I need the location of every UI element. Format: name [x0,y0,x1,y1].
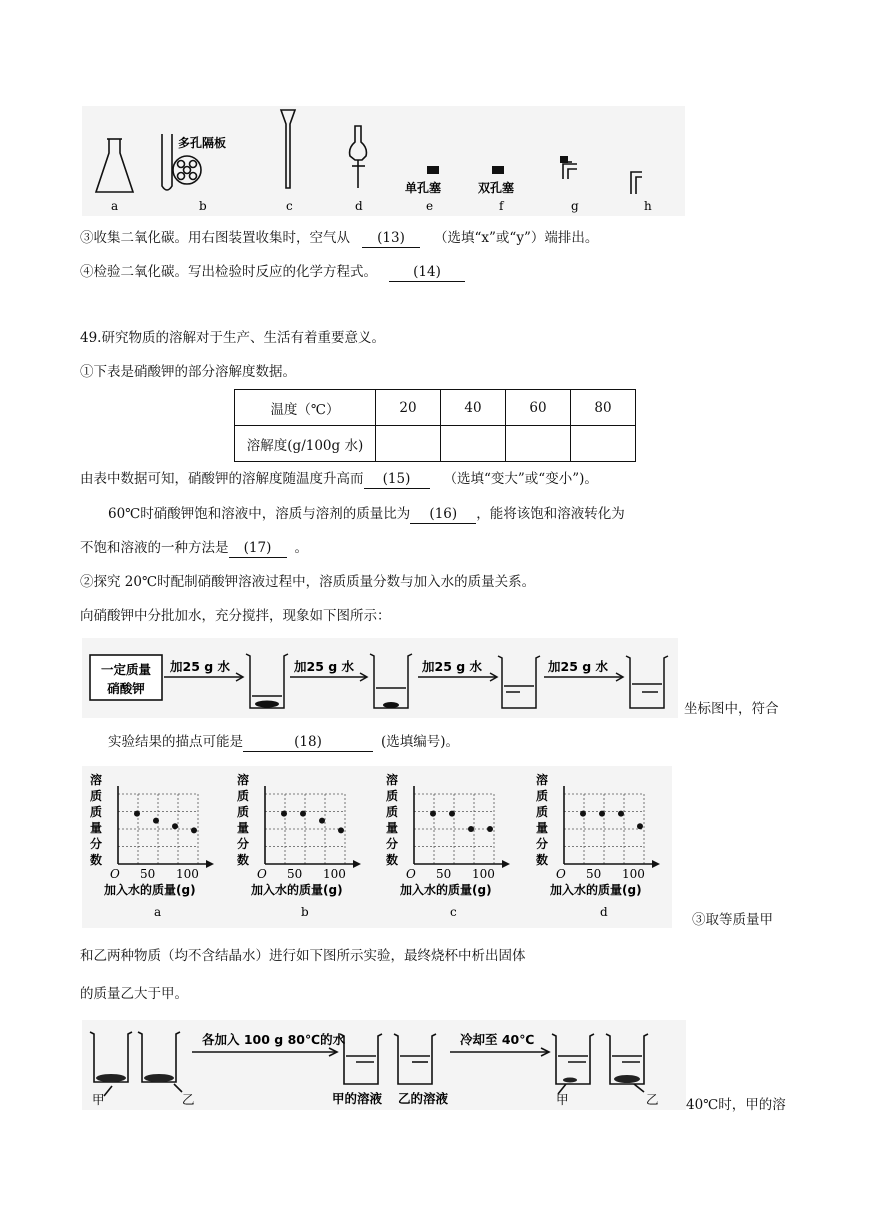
graph-id-label: d [600,905,608,919]
table-cell [571,426,636,462]
tick-label: O [110,867,120,881]
jia-label: 甲 [92,1092,105,1107]
beaker-icon [246,654,288,708]
table-header-cell: 温度（℃） [235,390,376,426]
y-axis-label-char: 量 [237,821,250,835]
table-cell [506,426,571,462]
apparatus-drawing [82,106,685,216]
y-axis-label-char: 质 [536,805,549,819]
question-3-line: ③收集二氧化碳。用右图装置收集时，空气从 (13) （选填“x”或“y”）端排出。 [80,230,599,246]
y-axis-label-char: 溶 [90,773,103,787]
y-axis-label-char: 分 [386,837,399,851]
precipitate-yi [614,1075,640,1083]
table-header-cell: 60 [506,390,571,426]
line-15: 由表中数据可知，硝酸钾的溶解度随温度升高而 (15) （选填“变大”或“变小”)。 [80,471,598,487]
x-axis-label: 加入水的质量(g) [104,883,196,897]
tick-label: 100 [323,867,346,881]
right-text-2: ③取等质量甲 [692,912,773,928]
graph-id-label: b [301,905,309,919]
data-point [134,811,140,817]
apparatus-figure [82,106,685,216]
tick-label: O [406,867,416,881]
graph-id-label: a [154,905,162,919]
data-point [580,811,586,817]
water-addition-figure [82,638,678,718]
add-water-80-label: 各加入 100 g 80℃的水 [202,1032,346,1047]
cool-to-40-label: 冷却至 40℃ [460,1032,535,1047]
table-header-cell: 40 [441,390,506,426]
label-h: h [644,199,652,213]
table-cell [441,426,506,462]
beaker-icon [370,654,412,708]
tick-label: 50 [287,867,303,881]
graph-id-label: c [450,905,457,919]
yi-label: 乙 [182,1092,195,1107]
y-axis-label-char: 分 [536,837,549,851]
right-text-3: 40℃时，甲的溶 [686,1097,786,1113]
question-4-line: ④检验二氧化碳。写出检验时反应的化学方程式。 (14) [80,262,465,282]
blank-13[interactable]: (13) [362,230,420,248]
label-c: c [286,199,293,213]
beaker-icon [626,656,668,708]
y-axis-label-char: 溶 [536,773,549,787]
label-a: a [111,199,119,213]
x-axis-arrow [353,860,361,868]
data-point [430,811,436,817]
cooling-experiment-drawing [82,1020,686,1110]
tick-label: 100 [622,867,645,881]
label-f: f [499,199,504,213]
paragraph-1: ①下表是硝酸钾的部分溶解度数据。 [80,364,296,380]
graphs-drawing [82,766,672,928]
x-axis-arrow [206,860,214,868]
line-16: 60℃时硝酸钾饱和溶液中，溶质与溶剂的质量比为 (16) ，能将该饱和溶液转化为 [108,506,625,522]
single-hole-stopper-label: 单孔塞 [405,181,442,195]
beaker-icon [340,1034,382,1084]
blank-17[interactable]: (17) [229,540,287,558]
data-point [487,826,493,832]
tick-label: O [556,867,566,881]
x-axis-arrow [652,860,660,868]
precipitate-jia [563,1078,577,1083]
line-17: 不饱和溶液的一种方法是 (17) 。 [80,540,308,556]
y-axis-label-char: 质 [386,805,399,819]
blank-18[interactable]: (18) [243,734,373,752]
label-e: e [426,199,434,213]
bent-tube-g-icon [563,164,577,179]
single-hole-stopper-icon [427,166,439,174]
label-b: b [199,199,207,213]
paragraph-3b: 的质量乙大于甲。 [80,986,188,1002]
table-cell [376,426,441,462]
data-point [599,811,605,817]
data-point [281,811,287,817]
y-axis-label-char: 数 [386,853,399,867]
beaker-icon [498,656,540,708]
cooling-experiment-figure [82,1020,686,1110]
y-axis-label-char: 质 [237,805,250,819]
data-point [172,823,178,829]
data-point [319,818,325,824]
y-axis-label-char: 量 [536,821,549,835]
y-axis-label-char: 质 [90,789,103,803]
double-hole-stopper-icon [492,166,504,174]
tick-label: 100 [176,867,199,881]
question-49-title: 49.研究物质的溶解对于生产、生活有着重要意义。 [80,330,385,346]
table-row [235,390,636,426]
tick-label: 50 [436,867,452,881]
beaker-icon [552,1034,594,1084]
y-axis-label-char: 数 [90,853,103,867]
tick-label: 50 [586,867,602,881]
solution-yi-label: 乙的溶液 [398,1091,449,1106]
x-axis-label: 加入水的质量(g) [400,883,492,897]
solution-jia-label: 甲的溶液 [332,1091,383,1106]
porous-plate-icon [173,156,201,184]
y-axis-label-char: 分 [90,837,103,851]
y-axis-label-char: 溶 [237,773,250,787]
data-point [153,818,159,824]
tick-label: 100 [472,867,495,881]
data-point [637,823,643,829]
y-axis-label-char: 溶 [386,773,399,787]
yi-label: 乙 [646,1092,659,1107]
separatory-funnel-icon [350,126,367,160]
data-point [449,811,455,817]
jia-label: 甲 [556,1092,569,1107]
y-axis-label-char: 质 [536,789,549,803]
undissolved-solid [255,701,279,708]
data-point [191,827,197,833]
x-axis-label: 加入水的质量(g) [550,883,642,897]
blank-15[interactable]: (15) [364,471,430,489]
y-axis-label-char: 分 [237,837,250,851]
paragraph-2: ②探究 20℃时配制硝酸钾溶液过程中，溶质质量分数与加入水的质量关系。 [80,574,536,590]
solid-jia [96,1074,126,1082]
paragraph-2b: 向硝酸钾中分批加水，充分搅拌，现象如下图所示： [80,608,391,624]
test-tube-icon [162,134,172,190]
add-water-label: 加25 g 水 [422,659,483,674]
data-point [300,811,306,817]
y-axis-label-char: 量 [90,821,103,835]
add-water-label: 加25 g 水 [294,659,355,674]
tick-label: O [257,867,267,881]
data-point [618,811,624,817]
start-box-line1: 一定质量 [100,662,152,677]
table-row [235,426,636,462]
table-header-cell: 80 [571,390,636,426]
long-neck-funnel-icon [281,110,295,188]
data-point [468,826,474,832]
y-axis-label-char: 量 [386,821,399,835]
water-addition-drawing [82,638,678,718]
beaker-icon [394,1034,436,1084]
tick-label: 50 [140,867,156,881]
line-18: 实验结果的描点可能是 (18) (选填编号)。 [108,734,460,750]
data-point [338,827,344,833]
y-axis-label-char: 质 [386,789,399,803]
y-axis-label-char: 数 [237,853,250,867]
blank-14[interactable]: (14) [389,264,465,282]
solid-yi [144,1074,174,1082]
start-box-line2: 硝酸钾 [107,681,145,696]
graphs-figure [82,766,672,928]
add-water-label: 加25 g 水 [548,659,609,674]
label-d: d [355,199,363,213]
x-axis-label: 加入水的质量(g) [251,883,343,897]
label-g: g [571,199,579,213]
right-text-1: 坐标图中，符合 [684,701,779,717]
solubility-table [234,389,636,462]
paragraph-3a: 和乙两种物质（均不含结晶水）进行如下图所示实验，最终烧杯中析出固体 [80,948,526,964]
add-water-label: 加25 g 水 [170,659,231,674]
double-hole-stopper-label: 双孔塞 [478,181,515,195]
y-axis-label-char: 质 [90,805,103,819]
conical-flask-icon [96,139,133,192]
table-header-cell: 20 [376,390,441,426]
y-axis-label-char: 质 [237,789,250,803]
blank-16[interactable]: (16) [410,506,476,524]
y-axis-label-char: 数 [536,853,549,867]
porous-plate-label: 多孔隔板 [178,136,227,150]
table-row-label: 溶解度(g/100g 水) [235,426,376,462]
undissolved-solid [383,702,399,708]
x-axis-arrow [502,860,510,868]
